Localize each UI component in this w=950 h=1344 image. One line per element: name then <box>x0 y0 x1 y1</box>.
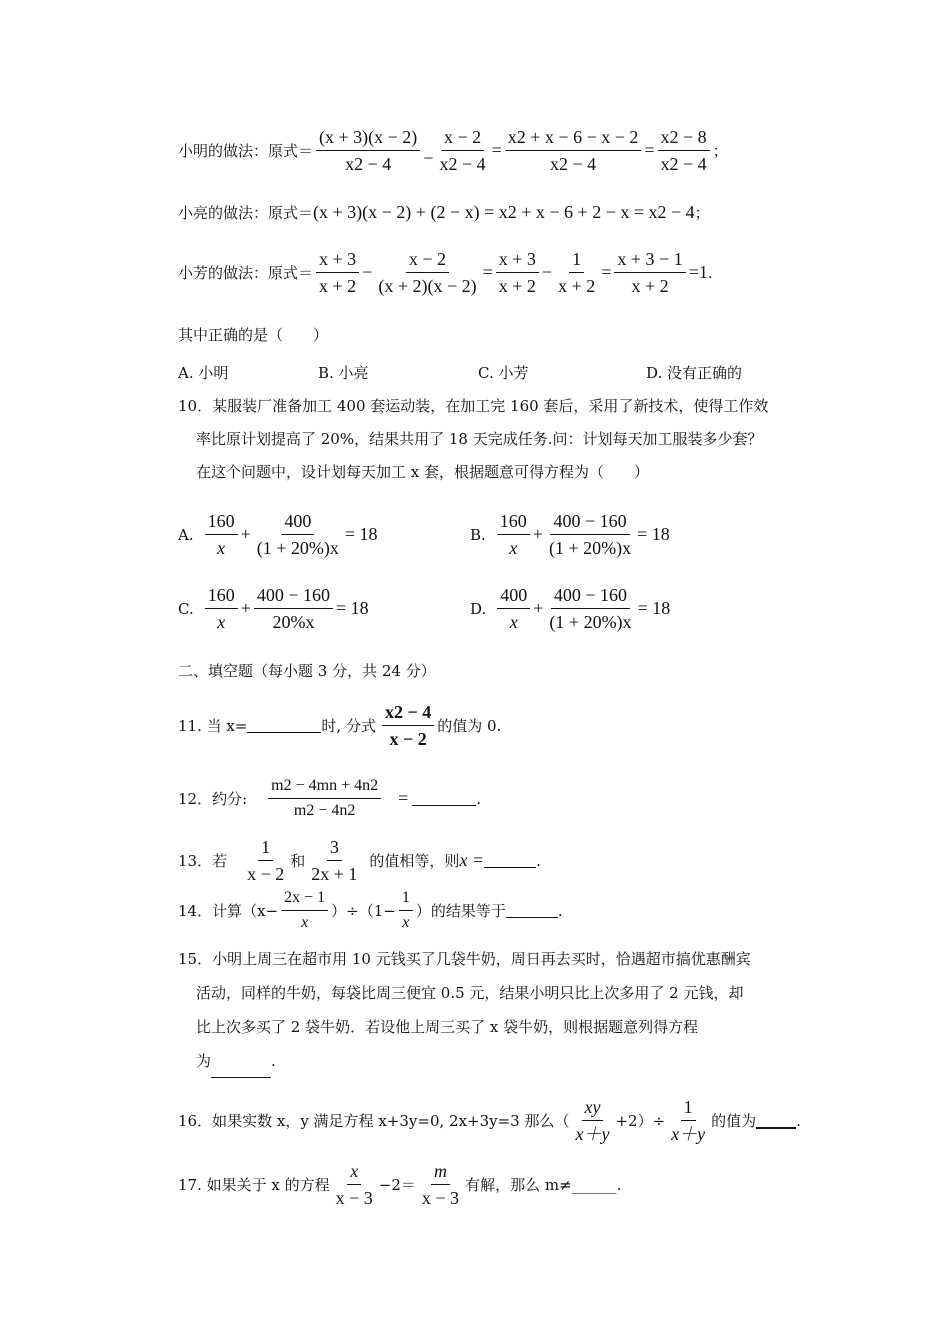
q11-suffix: 的值为 0. <box>437 717 502 735</box>
section-heading: 二、填空题（每小题 3 分，共 24 分） <box>178 662 436 680</box>
q14-end: . <box>557 901 563 920</box>
q16-end: . <box>796 1111 801 1130</box>
fang-result: 1 <box>698 262 708 282</box>
fang-fraction-4: $\frac{1}{x + 2}$ <box>558 249 596 296</box>
q10-line-1: 10．某服装厂准备加工 400 套运动装，在加工完 160 套后，采用了新技术，使得工作效 <box>178 397 769 415</box>
plus-sign: + <box>240 524 251 544</box>
q15-line-4-text: 为 <box>196 1052 212 1070</box>
q13-var: x = <box>459 850 485 870</box>
q9-option-c: C. 小芳 <box>478 364 529 382</box>
q13 <box>178 838 541 883</box>
fang-fraction-1: $\frac{x + 3}{x + 2}$ <box>316 250 359 295</box>
q17 <box>178 1162 621 1207</box>
q16 <box>178 1098 801 1143</box>
semicolon: ； <box>712 142 728 160</box>
q13-and: 和 <box>290 852 306 870</box>
q12 <box>178 778 481 819</box>
liang-label: 小亮的做法：原式＝ <box>178 204 314 222</box>
a-fraction-1: $\frac{160}{x}$ <box>205 512 238 557</box>
c-rhs: = 18 <box>336 598 369 618</box>
q10-line-2: 率比原计划提高了 20%，结果共用了 18 天完成任务.问：计划每天加工服装多少套？ <box>196 430 763 448</box>
fang-label: 小芳的做法：原式＝ <box>178 264 314 282</box>
plus-sign: + <box>532 524 543 544</box>
b-fraction-1: $\frac{160}{x}$ <box>497 512 530 557</box>
option-d-label: D. <box>470 599 487 618</box>
q14 <box>178 890 563 931</box>
q11-prefix: 11. 当 x= <box>178 717 248 735</box>
equals-sign: = <box>688 262 699 282</box>
ming-label: 小明的做法：原式＝ <box>178 142 314 160</box>
q12-answer-blank[interactable] <box>412 791 476 806</box>
q10-line-3: 在这个问题中，设计划每天加工 x 套，根据题意可得方程为（ ） <box>196 463 649 481</box>
q14-suffix: ）的结果等于 <box>415 902 506 920</box>
q17-mid: −2＝ <box>378 1176 416 1194</box>
q14-fraction-1: $\frac{2x - 1}{x}$ <box>281 890 328 931</box>
q14-fraction-2: $\frac{1}{x}$ <box>399 890 413 931</box>
q15-line-3: 比上次多买了 2 袋牛奶．若设他上周三买了 x 袋牛奶，则根据题意列得方程 <box>196 1018 699 1036</box>
minus-sign: − <box>362 262 373 282</box>
q12-prefix: 12．约分: <box>178 790 248 808</box>
c-fraction-2: $\frac{400 - 160}{20\%x}$ <box>254 586 333 631</box>
liang-method <box>178 202 710 223</box>
q16-prefix: 16．如果实数 x，y 满足方程 x+3y=0, 2x+3y=3 那么（ <box>178 1112 570 1130</box>
q12-end: . <box>476 789 482 808</box>
q9-options <box>178 362 798 383</box>
period: . <box>707 263 713 282</box>
equals-sign: = <box>601 262 612 282</box>
liang-expression: (x + 3)(x − 2) + (2 − x) = x2 + x − 6 + 2 − x = x2 − 4 <box>313 202 695 222</box>
q12-equals: = <box>398 788 409 808</box>
q17-fraction-1: $\frac{x}{x - 3}$ <box>335 1161 373 1208</box>
option-b-label: B. <box>470 525 486 544</box>
q17-suffix: 有解，那么 m≠______. <box>465 1176 622 1194</box>
q15-text <box>178 942 818 1078</box>
q14-answer-blank[interactable] <box>506 903 558 918</box>
equals-sign: = <box>644 140 655 160</box>
d-rhs: = 18 <box>637 598 671 618</box>
b-rhs: = 18 <box>637 524 670 544</box>
equals-sign: = <box>482 262 493 282</box>
q15-line-2: 活动，同样的牛奶，每袋比周三便宜 0.5 元，结果小明只比上次多用了 2 元钱，却 <box>196 984 744 1002</box>
q16-answer-blank[interactable] <box>756 1113 796 1129</box>
q15-line-1: 15．小明上周三在超市用 10 元钱买了几袋牛奶，周日再去买时，恰遇超市搞优惠酬宾 <box>178 950 751 968</box>
q11-mid: 时, 分式 <box>321 717 376 735</box>
semicolon: ； <box>694 204 710 222</box>
minus-sign: − <box>541 262 553 282</box>
q9-option-a: A. 小明 <box>178 364 229 382</box>
q16-suffix: 的值为 <box>711 1112 757 1130</box>
q13-mid: 的值相等，则 <box>369 852 460 870</box>
q13-prefix: 13．若 <box>178 852 228 870</box>
q14-prefix: 14．计算（x− <box>178 902 279 920</box>
ming-method <box>178 128 728 173</box>
ming-fraction-2: $\frac{x - 2}{x2 - 4}$ <box>439 127 486 174</box>
ming-fraction-1: $\frac{(x + 3)(x - 2)}{x2 - 4}$ <box>316 128 420 173</box>
q9-option-d: D. 没有正确的 <box>646 364 743 382</box>
d-fraction-2: $\frac{400 - 160}{(1 + 20\%)x}$ <box>549 585 632 632</box>
a-fraction-2: $\frac{400}{(1 + 20\%)x}$ <box>256 511 339 558</box>
option-a-label: A. <box>178 525 194 544</box>
q16-fraction-1: $\frac{xy}{x+y}$ <box>575 1097 610 1144</box>
plus-sign: + <box>240 598 251 618</box>
fang-fraction-2: $\frac{x - 2}{(x + 2)(x - 2)}$ <box>378 249 477 296</box>
option-c-label: C. <box>178 599 194 618</box>
q17-prefix: 17. 如果关于 x 的方程 <box>178 1176 330 1194</box>
q13-fraction-1: $\frac{1}{x - 2}$ <box>247 837 285 884</box>
q15-end: . <box>271 1052 276 1070</box>
fang-method <box>178 250 713 295</box>
d-fraction-1: $\frac{400}{x}$ <box>497 586 530 631</box>
q10-text <box>178 390 818 489</box>
equals-sign: = <box>491 140 502 160</box>
q16-fraction-2: $\frac{1}{x+y}$ <box>671 1097 706 1144</box>
q13-fraction-2: $\frac{3}{2x + 1}$ <box>311 837 358 884</box>
q11-fraction: $\frac{x2 - 4}{x - 2}$ <box>382 703 434 748</box>
c-fraction-1: $\frac{160}{x}$ <box>205 586 238 631</box>
q10-option-b <box>470 512 670 557</box>
q10-option-d <box>470 586 670 631</box>
q13-end: . <box>536 851 541 870</box>
q10-option-a <box>178 512 378 557</box>
q14-mid: ）÷（1− <box>331 902 396 920</box>
ming-fraction-4: $\frac{x2 - 8}{x2 - 4}$ <box>658 128 710 173</box>
q12-fraction: $\frac{m2 - 4mn + 4n2}{m2 - 4n2}$ <box>268 778 381 819</box>
q17-fraction-2: $\frac{m}{x - 3}$ <box>421 1161 460 1208</box>
ming-fraction-3: $\frac{x2 + x - 6 - x - 2}{x2 - 4}$ <box>505 128 642 173</box>
q11-answer-blank[interactable] <box>247 718 321 733</box>
b-fraction-2: $\frac{400 - 160}{(1 + 20\%)x}$ <box>548 511 632 558</box>
q11 <box>178 703 501 748</box>
fang-fraction-3: $\frac{x + 3}{x + 2}$ <box>496 250 539 295</box>
fang-fraction-5: $\frac{x + 3 - 1}{x + 2}$ <box>614 250 685 295</box>
q10-option-c <box>178 586 369 631</box>
minus-sign: − <box>423 148 434 168</box>
q9-option-b: B. 小亮 <box>318 364 369 382</box>
q16-mid: +2）÷ <box>615 1112 666 1130</box>
q9-question: 其中正确的是（ ） <box>178 326 329 344</box>
q15-answer-blank[interactable] <box>211 1061 271 1078</box>
q13-answer-blank[interactable] <box>484 853 536 868</box>
plus-sign: + <box>533 598 544 618</box>
a-rhs: = 18 <box>344 524 378 544</box>
q15-line-4 <box>178 1044 818 1078</box>
